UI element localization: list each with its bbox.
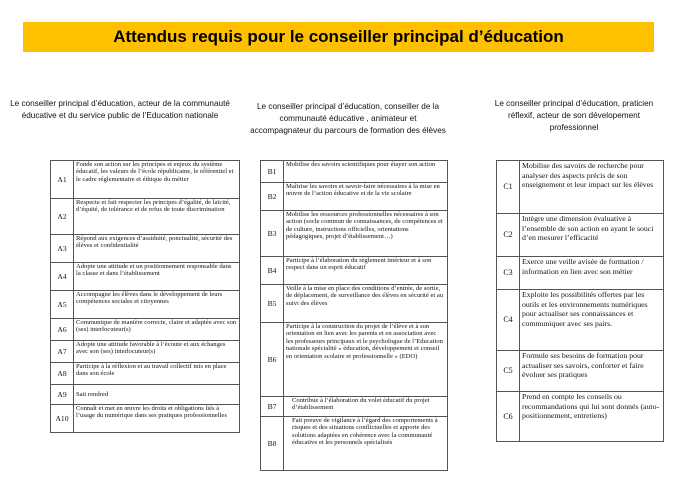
competency-text: Formule ses besoins de formation pour actualiser ses savoirs, conforter et faire évoluer ses pratiques — [520, 351, 664, 392]
competency-text: Connaît et met en œuvre les droits et obligations liés à l’usage du numérique dans ses pratiques professionnelles — [74, 405, 240, 433]
competency-text: Veille à la mise en place des conditions d’entrée, de sortie, de déplacement, de surveillance des élèves en sécurité et au suivi des élèves — [284, 285, 448, 323]
table-row — [51, 319, 240, 341]
competency-text: Communique de manière correcte, claire et adaptée avec son (ses) interlocuteur(s) — [74, 319, 240, 341]
competency-code: B4 — [261, 257, 284, 285]
competency-table-c — [496, 160, 664, 442]
competency-code: A1 — [51, 161, 74, 199]
table-row — [261, 211, 448, 257]
table-row — [261, 397, 448, 417]
competency-code: C3 — [497, 257, 520, 290]
table-row — [51, 405, 240, 433]
competency-text: Intègre une dimension évaluative à l’ensemble de son action en ayant le souci d’en mesurer l’efficacité — [520, 214, 664, 257]
competency-code: A10 — [51, 405, 74, 433]
competency-code: A2 — [51, 199, 74, 235]
competency-text: Participe à la réflexion et au travail collectif mis en place dans son école — [74, 363, 240, 385]
competency-code: C1 — [497, 161, 520, 214]
competency-code: B1 — [261, 161, 284, 183]
competency-table-b — [260, 160, 448, 471]
competency-text: Contribue à l’élaboration du volet éducatif du projet d’établissement — [284, 397, 448, 417]
competency-text: Participe à la construction du projet de l’élève et à son orientation en lien avec les parents et en association avec les professeurs principaux et le psychologue de l’Education nationale spécialité « éducation, développement et conseil en orientation scolaire et professionnelle » (EDO) — [284, 323, 448, 397]
competency-code: A3 — [51, 235, 74, 263]
competency-text: Fait preuve de vigilance à l’égard des comportements à risques et des situations conflictuelles et apporte des solutions adaptées en cohérence avec la communauté éducative et les personnels spécialisés — [284, 417, 448, 471]
table-row — [497, 214, 664, 257]
competency-text: Prend en compte les conseils ou recommandations qui lui sont donnés (auto-positionnement, entretiens) — [520, 392, 664, 442]
competency-code: A9 — [51, 385, 74, 405]
competency-code: C5 — [497, 351, 520, 392]
table-row — [261, 183, 448, 211]
competency-text: Mobilise les ressources professionnelles nécessaires à son action (socle commun de connaissances, de compétences et de culture, instructions officielles, orientations pédagogiques, projet d’établissement…) — [284, 211, 448, 257]
table-row — [261, 161, 448, 183]
table-row — [497, 351, 664, 392]
competency-code: C2 — [497, 214, 520, 257]
page-banner — [23, 22, 654, 52]
table-row — [51, 235, 240, 263]
competency-text: Adopte une attitude et un positionnement responsable dans la classe et dans l’établissement — [74, 263, 240, 291]
competency-code: B8 — [261, 417, 284, 471]
competency-code: A5 — [51, 291, 74, 319]
competency-code: C6 — [497, 392, 520, 442]
column-c-title: Le conseiller principal d’éducation, praticien réflexif, acteur de son dévelopement professionnel — [494, 99, 654, 132]
column-a-title: Le conseiller principal d’éducation, acteur de la communauté éducative et du service public de l’Education nationale — [10, 99, 230, 120]
column-b-title: Le conseiller principal d’éducation, conseiller de la communauté éducative , animateur et accompagnateur du parcours de formation des élèves — [250, 102, 446, 135]
competency-text: Respecte et fait respecter les principes d’égalité, de laïcité, d’équité, de tolérance et de refus de toute discrimination — [74, 199, 240, 235]
competency-code: B5 — [261, 285, 284, 323]
competency-code: B3 — [261, 211, 284, 257]
table-row — [51, 341, 240, 363]
table-row — [51, 363, 240, 385]
competency-text: Sait rendred — [74, 385, 240, 405]
table-row — [51, 291, 240, 319]
table-row — [261, 285, 448, 323]
competency-text: Maîtrise les savoirs et savoir-faire nécessaires à la mise en œuvre de l’action éducative et de la vie scolaire — [284, 183, 448, 211]
competency-code: A4 — [51, 263, 74, 291]
table-row — [497, 290, 664, 351]
table-row — [51, 263, 240, 291]
table-row — [497, 392, 664, 442]
competency-text: Exerce une veille avisée de formation / information en lien avec son métier — [520, 257, 664, 290]
competency-text: Fonde son action sur les principes et enjeux du système éducatif, les valeurs de l’école républicaine, le référentiel et le cadre réglementaire et éthique du métier — [74, 161, 240, 199]
competency-table-a — [50, 160, 240, 433]
table-row — [51, 161, 240, 199]
competency-text: Mobilise des savoirs de recherche pour analyser des aspects précis de son enseignement et leur impact sur les élèves — [520, 161, 664, 214]
competency-code: B7 — [261, 397, 284, 417]
table-row — [261, 323, 448, 397]
table-row — [497, 257, 664, 290]
competency-code: B2 — [261, 183, 284, 211]
table-row — [497, 161, 664, 214]
competency-text: Mobilise des savoirs scientifiques pour étayer son action — [284, 161, 448, 183]
table-row — [51, 199, 240, 235]
competency-text: Accompagne les élèves dans le développement de leurs compétences sociales et citoyennes — [74, 291, 240, 319]
competency-code: C4 — [497, 290, 520, 351]
competency-code: B6 — [261, 323, 284, 397]
competency-text: Participe à l’élaboration du règlement intérieur et à son respect dans un esprit éducatif — [284, 257, 448, 285]
table-row — [51, 385, 240, 405]
table-row — [261, 417, 448, 471]
competency-code: A6 — [51, 319, 74, 341]
competency-text: Adopte une attitude favorable à l’écoute et aux échanges avec son (ses) interlocuteur(s) — [74, 341, 240, 363]
competency-text: Répond aux exigences d’assiduité, ponctualité, sécurité des élèves et confidentialité — [74, 235, 240, 263]
banner-title: Attendus requis pour le conseiller principal d’éducation — [113, 27, 564, 46]
competency-code: A8 — [51, 363, 74, 385]
competency-code: A7 — [51, 341, 74, 363]
table-row — [261, 257, 448, 285]
competency-text: Exploite les possibilités offertes par les outils et les environnements numériques pour actualiser ses connaissances et communiquer avec ses pairs. — [520, 290, 664, 351]
